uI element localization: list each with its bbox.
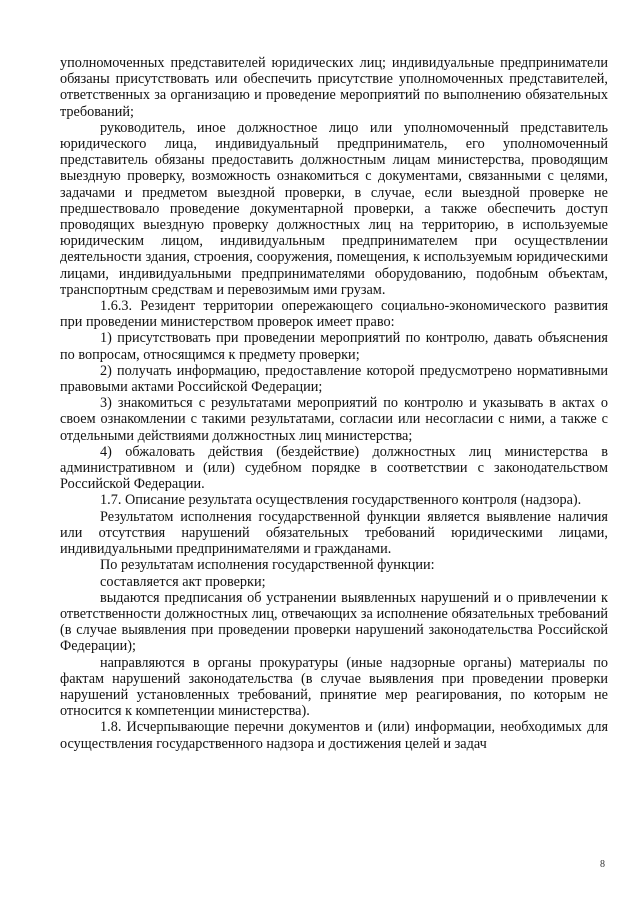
paragraph: 1) присутствовать при проведении мероприятий по контролю, давать объяснения по вопросам, относящимся к предмету проверки;	[60, 330, 608, 363]
paragraph: 2) получать информацию, предоставление которой предусмотрено нормативными правовыми актами Российской Федерации;	[60, 362, 608, 396]
paragraph: 1.6.3. Резидент территории опережающего социально-экономического развития при проведении министерством проверок имеет право:	[60, 298, 608, 331]
paragraph: направляются в органы прокуратуры (иные надзорные органы) материалы по фактам нарушений законодательства (в случае выявления при проведении проверки нарушений установленных требований, принятие мер реагирования, по которым не относится к компетенции министерства).	[60, 654, 608, 720]
paragraph: составляется акт проверки;	[100, 573, 266, 590]
paragraph: 1.8. Исчерпывающие перечни документов и (или) информации, необходимых для осуществления государственного надзора и достижения целей и задач	[60, 719, 608, 752]
paragraph: Результатом исполнения государственной функции является выявление наличия или отсутствия нарушений обязательных требований юридическими лицами, индивидуальными предпринимателями и гражданами.	[60, 508, 608, 558]
paragraph: уполномоченных представителей юридических лиц; индивидуальные предприниматели обязаны присутствовать или обеспечить присутствие уполномоченных представителей, ответственных за организацию и проведение мероприятий по выполнению обязательных требований;	[60, 55, 608, 120]
document-body	[60, 55, 608, 752]
paragraph: По результатам исполнения государственной функции:	[100, 557, 435, 574]
page-number: 8	[600, 859, 605, 870]
paragraph: 4) обжаловать действия (бездействие) должностных лиц министерства в административном и (или) судебном порядке в соответствии с законодательством Российской Федерации.	[60, 443, 608, 493]
paragraph: 1.7. Описание результата осуществления государственного контроля (надзора).	[100, 492, 582, 509]
paragraph: 3) знакомиться с результатами мероприятий по контролю и указывать в актах о своем ознакомлении с такими результатами, согласии или несогласии с ними, а также с отдельными действиями должностных лиц министерства;	[60, 395, 608, 444]
paragraph: руководитель, иное должностное лицо или уполномоченный представитель юридического лица, индивидуальный предприниматель, его уполномоченный представитель обязаны предоставить должностным лицам министерства, проводящим выездную проверку, возможность ознакомиться с документами, связанными с целями, задачами и предметом выездной проверки, в случае, если выездной проверке не предшествовало проведение документарной проверки, а также обеспечить доступ проводящих выездную проверку должностных лиц на территорию, в используемые юридическим лицом, индивидуальным предпринимателем при осуществлении деятельности здания, строения, сооружения, помещения, к используемым юридическими лицами, индивидуальными предпринимателями оборудованию, подобным объектам, транспортным средствам и перевозимым ими грузам.	[60, 119, 608, 298]
paragraph: выдаются предписания об устранении выявленных нарушений и о привлечении к ответственности должностных лиц, отвечающих за исполнение обязательных требований (в случае выявления при проведении проверки нарушений законодательства Российской Федерации);	[60, 589, 608, 655]
